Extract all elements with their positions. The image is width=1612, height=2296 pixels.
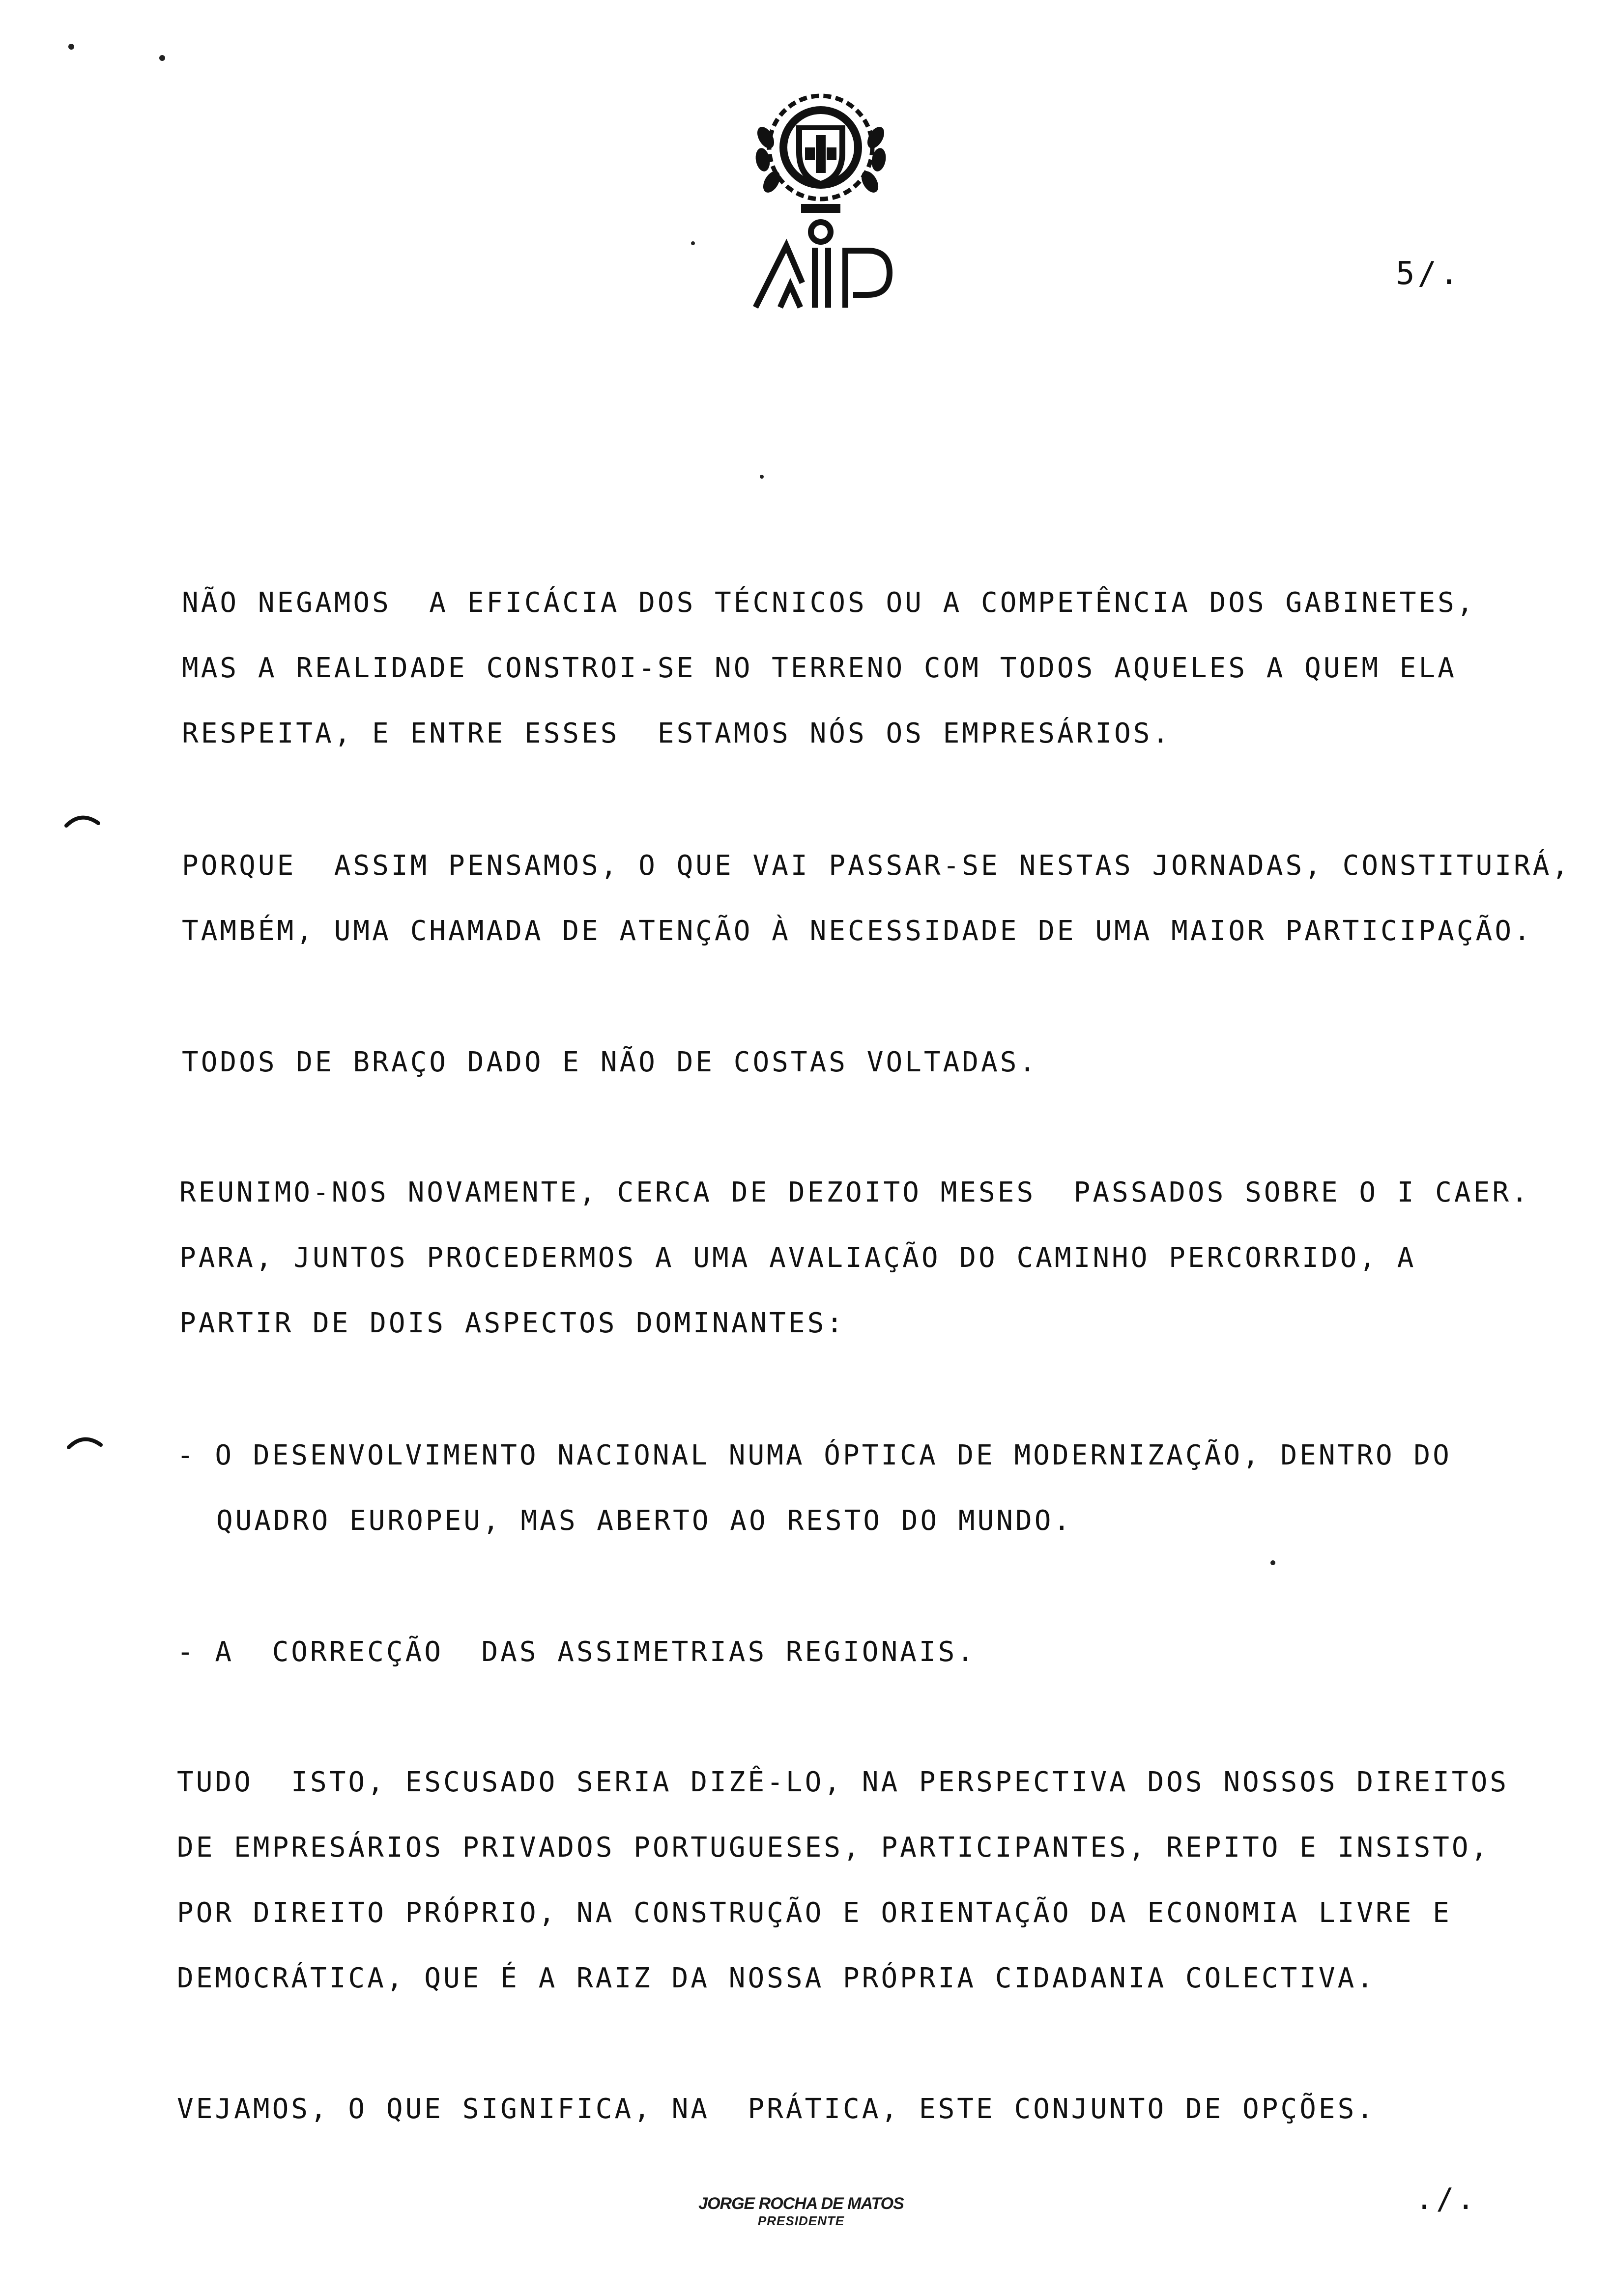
signature-block bbox=[663, 2194, 939, 2229]
paragraph bbox=[182, 570, 1476, 766]
continuation-mark: ./. bbox=[1415, 2182, 1478, 2216]
text-line: POR DIREITO PRÓPRIO, NA CONSTRUÇÃO E ORIENTAÇÃO DA ECONOMIA LIVRE E bbox=[177, 1897, 1452, 1929]
paragraph bbox=[177, 1750, 1509, 2011]
paragraph bbox=[182, 1030, 1038, 1095]
text-line: - O DESENVOLVIMENTO NACIONAL NUMA ÓPTICA DE MODERNIZAÇÃO, DENTRO DO bbox=[177, 1439, 1452, 1471]
text-line: NÃO NEGAMOS A EFICÁCIA DOS TÉCNICOS OU A COMPETÊNCIA DOS GABINETES, bbox=[182, 587, 1476, 619]
text-line: VEJAMOS, O QUE SIGNIFICA, NA PRÁTICA, ESTE CONJUNTO DE OPÇÕES. bbox=[177, 2093, 1376, 2125]
paragraph bbox=[177, 2076, 1376, 2142]
bullet-item bbox=[177, 1619, 976, 1685]
text-line: DE EMPRESÁRIOS PRIVADOS PORTUGUESES, PARTICIPANTES, REPITO E INSISTO, bbox=[177, 1832, 1490, 1864]
text-line: PARTIR DE DOIS ASPECTOS DOMINANTES: bbox=[179, 1307, 846, 1339]
text-line: QUADRO EUROPEU, MAS ABERTO AO RESTO DO MUNDO. bbox=[216, 1505, 1073, 1537]
text-line: TAMBÉM, UMA CHAMADA DE ATENÇÃO À NECESSIDADE DE UMA MAIOR PARTICIPAÇÃO. bbox=[182, 915, 1533, 947]
text-line: RESPEITA, E ENTRE ESSES ESTAMOS NÓS OS EMPRESÁRIOS. bbox=[182, 718, 1172, 749]
text-line: DEMOCRÁTICA, QUE É A RAIZ DA NOSSA PRÓPRIA CIDADANIA COLECTIVA. bbox=[177, 1962, 1376, 1994]
text-line: TODOS DE BRAÇO DADO E NÃO DE COSTAS VOLTADAS. bbox=[182, 1046, 1038, 1078]
text-line: MAS A REALIDADE CONSTROI-SE NO TERRENO COM TODOS AQUELES A QUEM ELA bbox=[182, 652, 1457, 684]
page-number: 5/. bbox=[1396, 256, 1462, 292]
text-line: - A CORRECÇÃO DAS ASSIMETRIAS REGIONAIS. bbox=[177, 1636, 977, 1668]
bullet-item bbox=[177, 1423, 1452, 1553]
text-line: REUNIMO-NOS NOVAMENTE, CERCA DE DEZOITO MESES PASSADOS SOBRE O I CAER. bbox=[179, 1177, 1530, 1208]
paragraph bbox=[182, 833, 1571, 964]
paragraph bbox=[179, 1160, 1530, 1356]
text-line: TUDO ISTO, ESCUSADO SERIA DIZÊ-LO, NA PERSPECTIVA DOS NOSSOS DIREITOS bbox=[177, 1766, 1509, 1798]
text-line: PARA, JUNTOS PROCEDERMOS A UMA AVALIAÇÃO DO CAMINHO PERCORRIDO, A bbox=[179, 1242, 1416, 1274]
aip-emblem-icon bbox=[727, 79, 914, 324]
text-line: PORQUE ASSIM PENSAMOS, O QUE VAI PASSAR-SE NESTAS JORNADAS, CONSTITUIRÁ, bbox=[182, 850, 1571, 882]
signature-title: PRESIDENTE bbox=[757, 2213, 845, 2228]
signature-name: JORGE ROCHA DE MATOS bbox=[698, 2194, 904, 2213]
